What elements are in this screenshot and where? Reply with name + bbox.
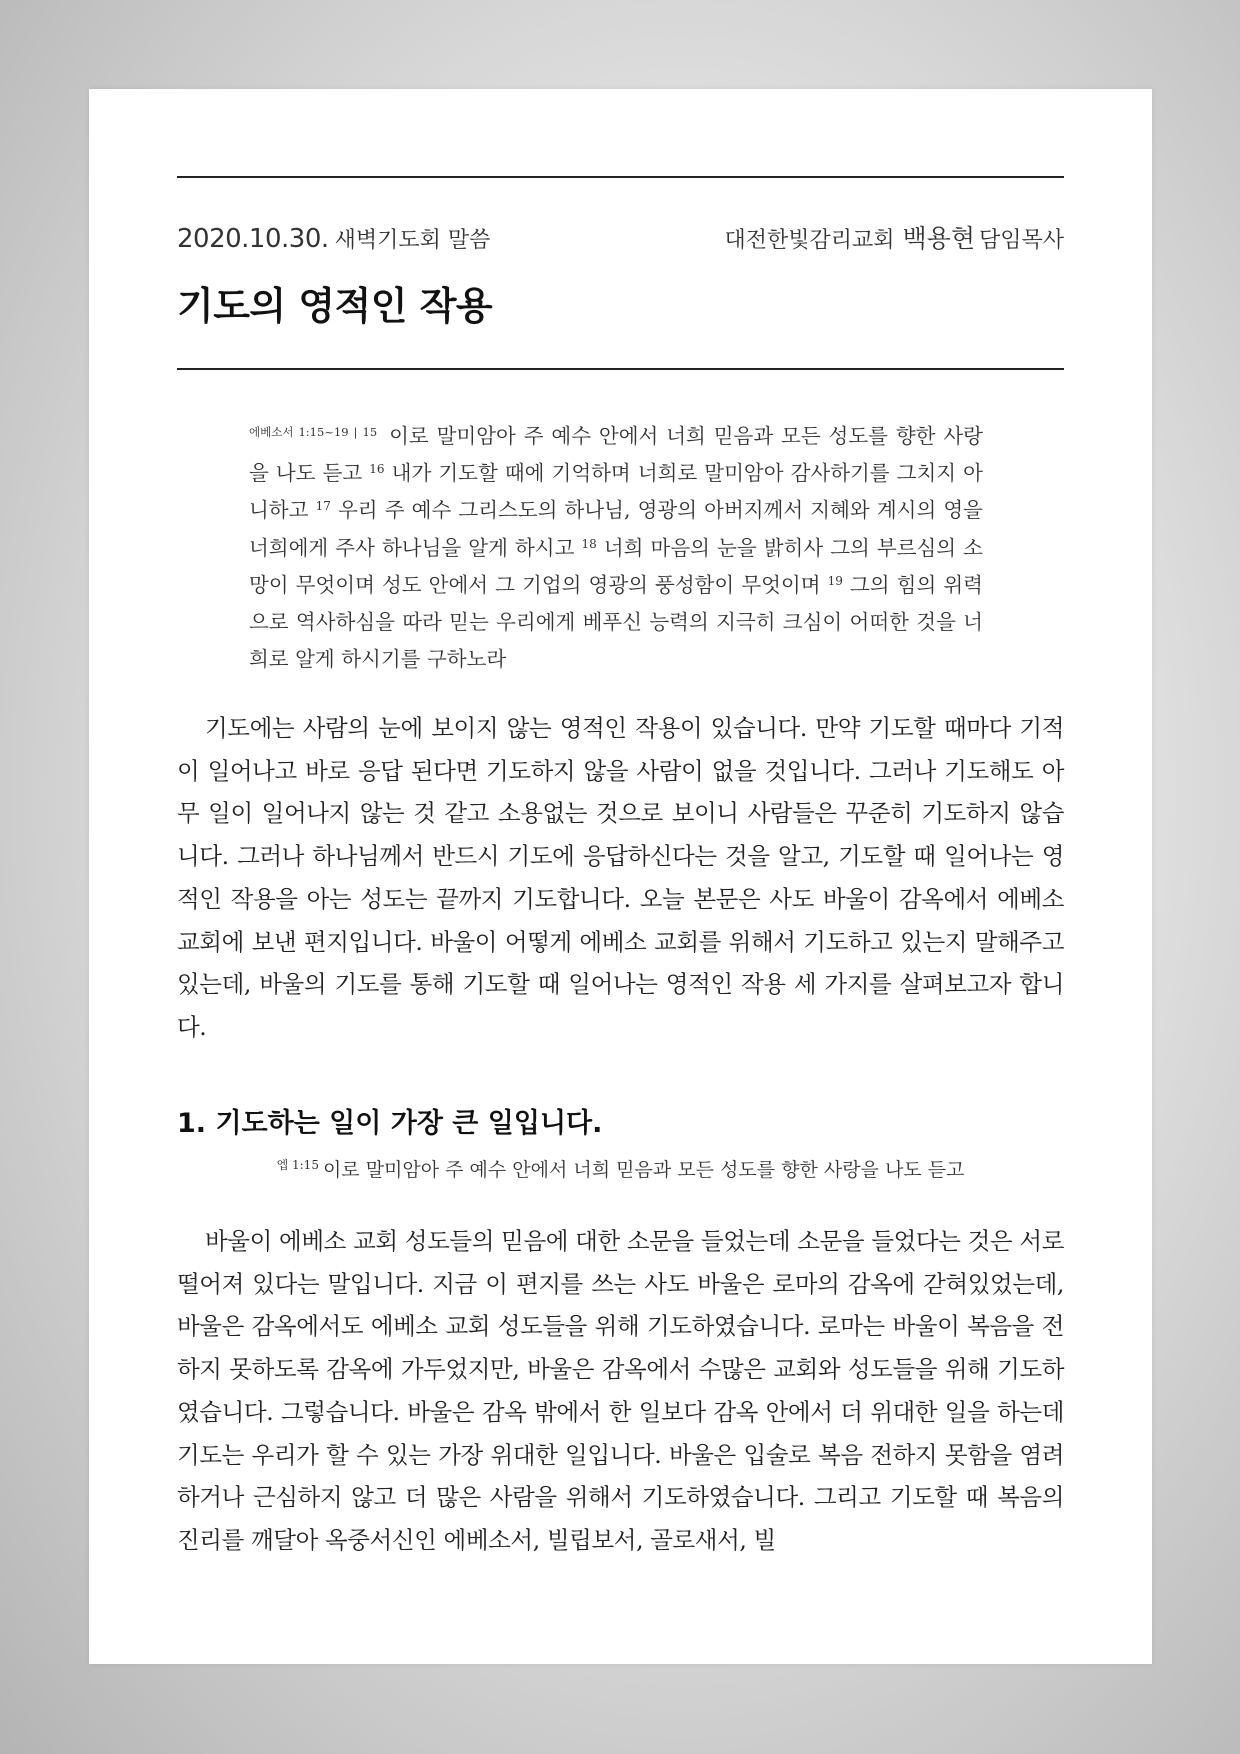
bottom-rule [177, 368, 1064, 370]
section-1-verse-text: 이로 말미암아 주 예수 안에서 너희 믿음과 모든 성도를 향한 사랑을 나도 듣고 [322, 1159, 965, 1181]
section-1-verse [177, 1155, 1064, 1182]
sermon-date-service [177, 223, 490, 254]
pastor-title: 담임목사 [978, 228, 1064, 253]
scripture-passage [249, 414, 983, 678]
sermon-date: 2020.10.30. [177, 224, 329, 254]
verse-15: 이로 말미암아 주 예수 안에서 너희 믿음과 모든 성도를 향한 사랑을 나도 듣고 [249, 424, 983, 486]
scripture-reference: 에베소서 1:15~19 | 15 [249, 425, 378, 439]
verse-16: 내가 기도할 때에 기억하며 너희로 말미암아 감사하기를 그치지 아니하고 [249, 461, 983, 523]
preacher-info [725, 219, 1065, 255]
church-name: 대전한빛감리교회 [724, 228, 895, 253]
section-1-paragraph: 바울이 에베소 교회 성도들의 믿음에 대한 소문을 들었는데 소문을 들었다는 것은 서로 떨어져 있다는 말입니다. 지금 이 편지를 쓰는 사도 바울은 로마의 감옥에 갇혀있었는데, 바울은 감옥에서도 에베소 교회 성도들을 위해 기도하였습니다. 로마는 바울이 복음을 전하지 못하도록 감옥에 가두었지만, 바울은 감옥에서 수많은 교회와 성도들을 위해 기도하였습니다. 그렇습니다. 바울은 감옥 밖에서 한 일보다 감옥 안에서 더 위대한 일을 하는데 기도는 우리가 할 수 있는 가장 위대한 일입니다. 바울은 입술로 복음 전하지 못함을 염려하거나 근심하지 않고 더 많은 사람을 위해서 기도하였습니다. 그리고 기도할 때 복음의 진리를 깨달아 옥중서신인 에베소서, 빌립보서, 골로새서, 빌 [177, 1227, 1064, 1554]
document-page [89, 89, 1152, 1664]
intro-paragraph: 기도에는 사람의 눈에 보이지 않는 영적인 작용이 있습니다. 만약 기도할 때마다 기적이 일어나고 바로 응답 된다면 기도하지 않을 사람이 없을 것입니다. 그러나 기도해도 아무 일이 일어나지 않는 것 같고 소용없는 것으로 보이니 사람들은 꾸준히 기도하지 않습니다. 그러나 하나님께서 반드시 기도에 응답하신다는 것을 알고, 기도할 때 일어나는 영적인 작용을 아는 성도는 끝까지 기도합니다. 오늘 본문은 사도 바울이 감옥에서 에베소 교회에 보낸 편지입니다. 바울이 어떻게 에베소 교회를 위해서 기도하고 있는지 말해주고 있는데, 바울의 기도를 통해 기도할 때 일어나는 영적인 작용 세 가지를 살펴보고자 합니다. [177, 714, 1064, 1041]
verse-number-18: 18 [581, 536, 597, 551]
top-rule [177, 176, 1064, 178]
verse-number-17: 17 [315, 499, 331, 514]
verse-number-16: 16 [369, 462, 385, 477]
pastor-name: 백용현 [902, 224, 975, 253]
verse-18: 너희 마음의 눈을 밝히사 그의 부르심의 소망이 무엇이며 성도 안에서 그 기업의 영광의 풍성함이 무엇이며 [249, 535, 983, 597]
sermon-meta [177, 219, 1064, 255]
verse-number-19: 19 [827, 573, 843, 588]
verse-17: 우리 주 예수 그리스도의 하나님, 영광의 아버지께서 지혜와 계시의 영을 너희에게 주사 하나님을 알게 하시고 [249, 498, 983, 560]
section-1-verse-reference: 엡 1:15 [276, 1158, 319, 1172]
section-1-heading: 1. 기도하는 일이 가장 큰 일입니다. [177, 1108, 603, 1139]
service-name: 새벽기도회 말씀 [334, 228, 491, 253]
verse-19: 그의 힘의 위력으로 역사하심을 따라 믿는 우리에게 베푸신 능력의 지극히 크심이 어떠한 것을 너희로 알게 하시기를 구하노라 [249, 572, 983, 672]
sermon-title: 기도의 영적인 작용 [177, 284, 493, 328]
